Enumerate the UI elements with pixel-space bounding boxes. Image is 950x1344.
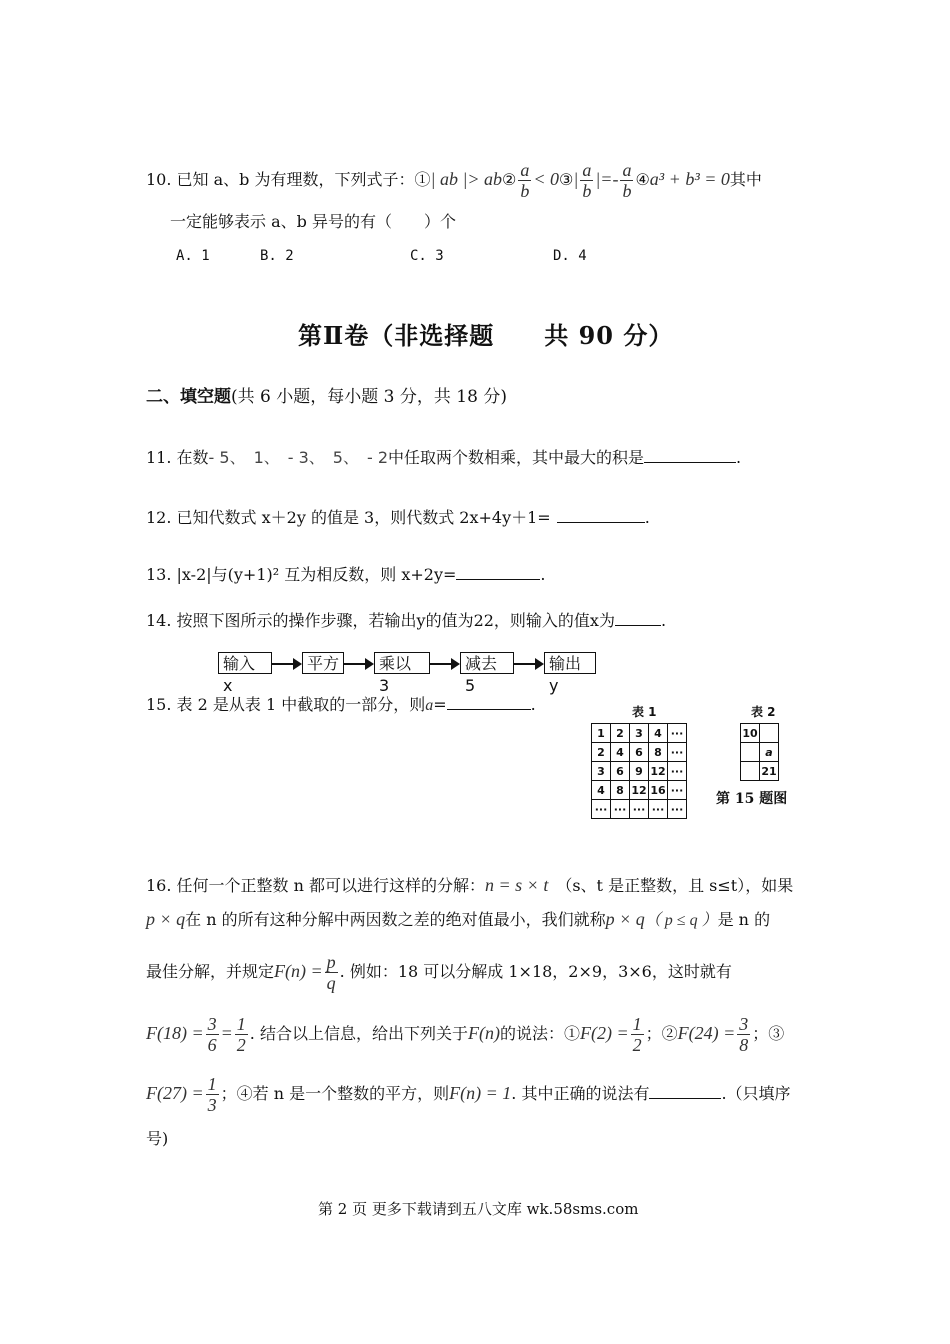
t1-cell: ··· <box>668 781 687 800</box>
t1-cell: 9 <box>630 762 649 781</box>
t1-cell: ··· <box>668 743 687 762</box>
t2-cell <box>741 762 760 781</box>
t1-cell: 3 <box>592 762 611 781</box>
q15: 15. 表 2 是从表 1 中截取的一部分，则a= . <box>146 695 536 714</box>
q16-frac-f2: $\frac{1}{2}$ <box>632 1014 642 1055</box>
t1-cell: ··· <box>649 800 668 819</box>
q16-line6: 号) <box>146 1129 169 1148</box>
q16-frac-pq: $\frac{p}{q}$ <box>326 952 336 993</box>
flow-subtract-box: 减去 5 <box>460 652 514 674</box>
t1-cell: 12 <box>649 762 668 781</box>
q16-line3: 最佳分解，并规定F(n) = $\frac{p}{q}$ . 例如：18 可以分解成 1×18，2×9，3×6，这时就有 <box>146 952 732 993</box>
t1-cell: ··· <box>592 800 611 819</box>
t1-cell: ··· <box>668 762 687 781</box>
q13-answer-blank[interactable] <box>456 563 540 580</box>
t1-cell: 6 <box>611 762 630 781</box>
q11-answer-blank[interactable] <box>644 446 736 463</box>
q13: 13. |x-2|与(y+1)² 互为相反数，则 x+2y= . <box>146 565 546 584</box>
q16-frac-f24: $\frac{3}{8}$ <box>739 1014 749 1055</box>
table2-title: 表 2 <box>751 705 776 719</box>
t2-cell <box>760 724 779 743</box>
table-2 <box>740 723 779 781</box>
q10-frac-1: $\frac{a}{b}$ <box>520 160 530 201</box>
t2-cell: 21 <box>760 762 779 781</box>
flow-square-box: 平方 <box>302 652 344 674</box>
flow-arrow-3 <box>430 663 458 665</box>
q16-line4: F(18) = $\frac{3}{6}$ = $\frac{1}{2}$ . 结合以上信息，给出下列关于F(n)的说法：①F(2) = $\frac{1}{2}$ ；②F(24) = $\frac{3}{8}$ ；③ <box>146 1014 785 1055</box>
q14: 14. 按照下图所示的操作步骤，若输出y的值为22，则输入的值x为 . <box>146 611 667 630</box>
t1-cell: 4 <box>649 724 668 743</box>
t1-cell: 4 <box>592 781 611 800</box>
flow-arrow-2 <box>344 663 372 665</box>
t1-cell: 2 <box>592 743 611 762</box>
page-footer: 第 2 页 更多下载请到五八文库 wk.58sms.com <box>318 1200 639 1218</box>
table-1 <box>591 723 687 819</box>
q12: 12. 已知代数式 x＋2y 的值是 3，则代数式 2x+4y＋1= . <box>146 508 650 527</box>
t1-cell: 4 <box>611 743 630 762</box>
t1-cell: 3 <box>630 724 649 743</box>
t1-cell: 6 <box>630 743 649 762</box>
flow-input-box: 输入 x <box>218 652 272 674</box>
q10-line1: 10. 已知 a、b 为有理数，下列式子：①| ab |> ab② $\frac{a}{b}$ < 0③| $\frac{a}{b}$ |=- $\frac{a}{b}$ ④a³ + b³ = 0其中 <box>146 160 762 201</box>
flow-output-box: 输出 y <box>544 652 596 674</box>
flow-arrow-1 <box>272 663 300 665</box>
q14-answer-blank[interactable] <box>615 609 661 626</box>
q12-answer-blank[interactable] <box>557 506 645 523</box>
q10-option-a: A. 1 <box>176 248 210 264</box>
t1-cell: ··· <box>630 800 649 819</box>
flow-arrow-4 <box>514 663 542 665</box>
figure-caption: 第 15 题图 <box>716 791 788 807</box>
q11: 11. 在数- 5、 1、 - 3、 5、 - 2中任取两个数相乘，其中最大的积是 . <box>146 448 742 467</box>
q16-frac-3-6: $\frac{3}{6}$ <box>207 1014 217 1055</box>
q10-option-d: D. 4 <box>553 248 587 264</box>
t1-cell: 16 <box>649 781 668 800</box>
part2-heading: 二、填空题(共 6 小题，每小题 3 分，共 18 分) <box>146 387 507 407</box>
q16-line5: F(27) = $\frac{1}{3}$ ；④若 n 是一个整数的平方，则F(n) = 1. 其中正确的说法有 .（只填序 <box>146 1074 791 1115</box>
q16-line1: 16. 任何一个正整数 n 都可以进行这样的分解：n = s × t （s、t 是正整数，且 s≤t），如果 <box>146 875 794 895</box>
t1-cell: 8 <box>649 743 668 762</box>
section-title: 第Ⅱ卷（非选择题 共 90 分） <box>298 321 674 350</box>
q10-frac-3: $\frac{a}{b}$ <box>622 160 632 201</box>
q16-frac-f27: $\frac{1}{3}$ <box>207 1074 217 1115</box>
q10-frac-2: $\frac{a}{b}$ <box>582 160 592 201</box>
q16-frac-1-2: $\frac{1}{2}$ <box>236 1014 246 1055</box>
t1-cell: 1 <box>592 724 611 743</box>
t1-cell: 8 <box>611 781 630 800</box>
q15-answer-blank[interactable] <box>447 693 531 710</box>
t1-cell: ··· <box>668 724 687 743</box>
t2-cell <box>741 743 760 762</box>
t1-cell: ··· <box>668 800 687 819</box>
q10-option-b: B. 2 <box>260 248 294 264</box>
t1-cell: ··· <box>611 800 630 819</box>
q16-answer-blank[interactable] <box>649 1082 721 1099</box>
q10-option-c: C. 3 <box>410 248 444 264</box>
flow-multiply-box: 乘以 3 <box>374 652 430 674</box>
q10-line2: 一定能够表示 a、b 异号的有（ ）个 <box>170 212 456 231</box>
table1-title: 表 1 <box>632 705 657 719</box>
q16-line2: p × q在 n 的所有这种分解中两因数之差的绝对值最小，我们就称p × q（ p ≤ q ）是 n 的 <box>146 909 771 929</box>
t2-cell: 10 <box>741 724 760 743</box>
t2-cell: a <box>760 743 779 762</box>
t1-cell: 2 <box>611 724 630 743</box>
t1-cell: 12 <box>630 781 649 800</box>
